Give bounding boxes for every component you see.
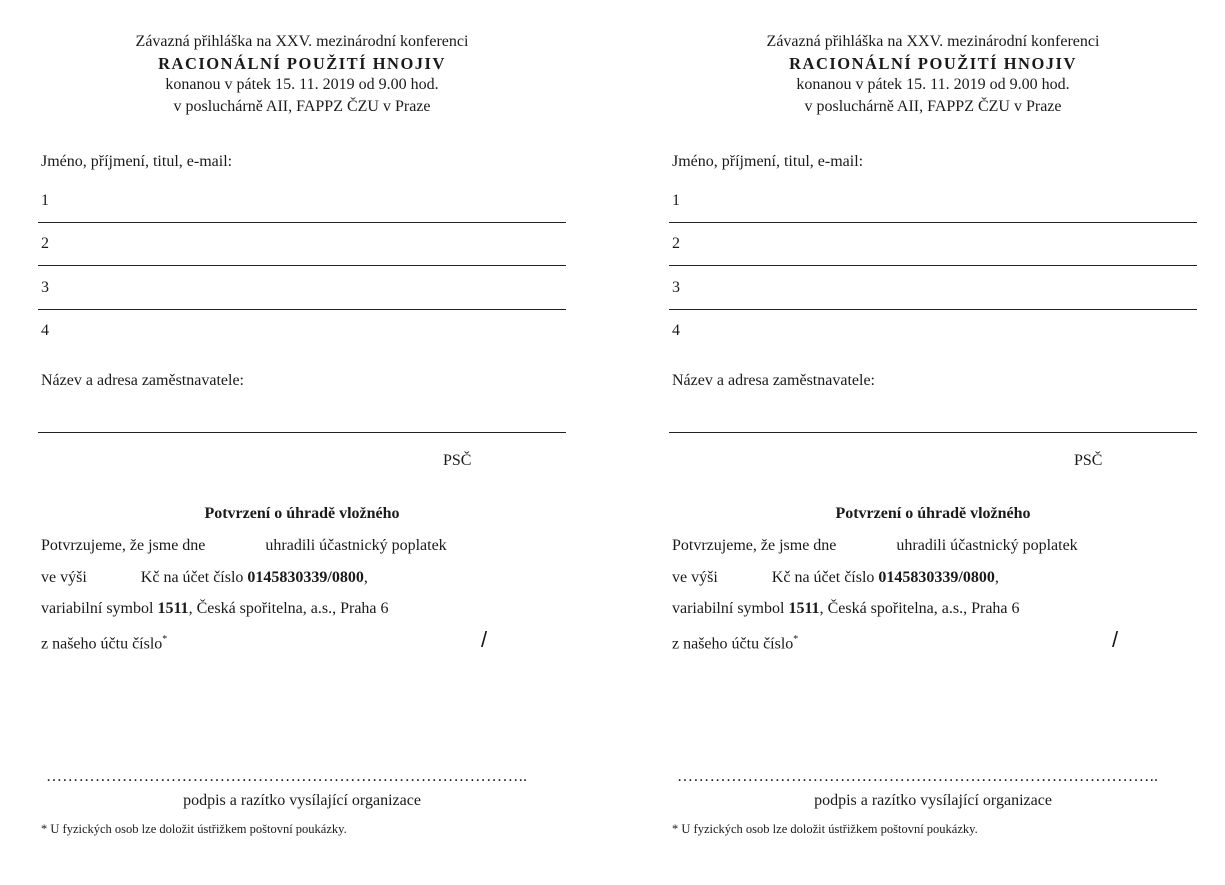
signature-label: podpis a razítko vysílající organizace — [183, 792, 421, 809]
confirmation-line-vs — [672, 600, 1020, 618]
header-line-venue: v posluchárně AII, FAPPZ ČZU v Praze — [173, 97, 431, 115]
confirmation-text: , — [363, 569, 368, 586]
account-number: 0145830339/0800 — [247, 569, 364, 586]
confirmation-text: variabilní symbol — [672, 600, 789, 617]
confirmation-text: Kč na účet číslo — [771, 569, 879, 586]
confirmation-title: Potvrzení o úhradě vložného — [835, 505, 1031, 522]
confirmation-text: , — [994, 569, 999, 586]
signature-line[interactable]: …………………………………………………………………………….. — [677, 768, 1159, 785]
signature-label: podpis a razítko vysílající organizace — [814, 792, 1052, 809]
footnote-marker: * — [162, 634, 168, 645]
confirmation-text: variabilní symbol — [41, 600, 158, 617]
participant-line-1[interactable] — [669, 222, 1197, 223]
confirmation-line-date — [672, 537, 1078, 555]
participant-row-number: 2 — [672, 235, 680, 252]
footnote-marker: * — [793, 634, 799, 645]
footnote: * U fyzických osob lze doložit ústřižkem poštovní poukázky. — [672, 822, 978, 836]
confirmation-line-amount — [41, 569, 368, 587]
application-form-left — [38, 0, 568, 885]
header-line-conference: Závazná přihláška na XXV. mezinárodní konferenci — [135, 33, 469, 50]
participant-row-number: 1 — [41, 192, 49, 209]
confirmation-text: Kč na účet číslo — [140, 569, 248, 586]
confirmation-text: uhradili účastnický poplatek — [265, 537, 447, 554]
header-title: RACIONÁLNÍ POUŽITÍ HNOJIV — [789, 53, 1077, 73]
signature-line[interactable]: …………………………………………………………………………….. — [46, 768, 528, 785]
participant-row-number: 2 — [41, 235, 49, 252]
participant-row-number: 4 — [672, 322, 680, 339]
employer-address-line[interactable] — [38, 432, 566, 433]
confirmation-text: , Česká spořitelna, a.s., Praha 6 — [188, 600, 389, 617]
application-form-right — [669, 0, 1199, 885]
variable-symbol: 1511 — [157, 600, 189, 617]
participant-line-3[interactable] — [38, 309, 566, 310]
confirmation-text: z našeho účtu číslo — [672, 635, 794, 653]
psc-label: PSČ — [1074, 452, 1103, 469]
account-slash: / — [481, 627, 488, 652]
confirmation-text: ve výši — [41, 569, 87, 586]
form-header — [669, 31, 1197, 117]
confirmation-line-amount — [672, 569, 999, 587]
confirmation-text: , Česká spořitelna, a.s., Praha 6 — [819, 600, 1020, 617]
confirmation-title: Potvrzení o úhradě vložného — [204, 505, 400, 522]
header-title: RACIONÁLNÍ POUŽITÍ HNOJIV — [158, 53, 446, 73]
participants-label: Jméno, příjmení, titul, e-mail: — [672, 153, 864, 170]
header-line-date: konanou v pátek 15. 11. 2019 od 9.00 hod. — [165, 76, 439, 93]
confirmation-text: Potvrzujeme, že jsme dne — [672, 537, 837, 554]
variable-symbol: 1511 — [788, 600, 820, 617]
confirmation-line-payer-account — [672, 634, 798, 653]
employer-address-line[interactable] — [669, 432, 1197, 433]
confirmation-text: uhradili účastnický poplatek — [896, 537, 1078, 554]
psc-label: PSČ — [443, 452, 472, 469]
confirmation-text: ve výši — [672, 569, 718, 586]
participant-row-number: 3 — [41, 279, 49, 296]
participant-line-1[interactable] — [38, 222, 566, 223]
employer-label: Název a adresa zaměstnavatele: — [41, 372, 244, 389]
participant-line-2[interactable] — [669, 265, 1197, 266]
participant-line-2[interactable] — [38, 265, 566, 266]
confirmation-line-date — [41, 537, 447, 555]
footnote: * U fyzických osob lze doložit ústřižkem poštovní poukázky. — [41, 822, 347, 836]
confirmation-line-vs — [41, 600, 389, 618]
confirmation-line-payer-account — [41, 634, 167, 653]
participant-row-number: 3 — [672, 279, 680, 296]
header-line-conference: Závazná přihláška na XXV. mezinárodní konferenci — [766, 33, 1100, 50]
participant-line-3[interactable] — [669, 309, 1197, 310]
participant-row-number: 1 — [672, 192, 680, 209]
header-line-date: konanou v pátek 15. 11. 2019 od 9.00 hod. — [796, 76, 1070, 93]
account-slash: / — [1112, 627, 1119, 652]
employer-label: Název a adresa zaměstnavatele: — [672, 372, 875, 389]
header-line-venue: v posluchárně AII, FAPPZ ČZU v Praze — [804, 97, 1062, 115]
participants-label: Jméno, příjmení, titul, e-mail: — [41, 153, 233, 170]
confirmation-text: z našeho účtu číslo — [41, 635, 163, 653]
form-header — [38, 31, 566, 117]
account-number: 0145830339/0800 — [878, 569, 995, 586]
confirmation-text: Potvrzujeme, že jsme dne — [41, 537, 206, 554]
participant-row-number: 4 — [41, 322, 49, 339]
